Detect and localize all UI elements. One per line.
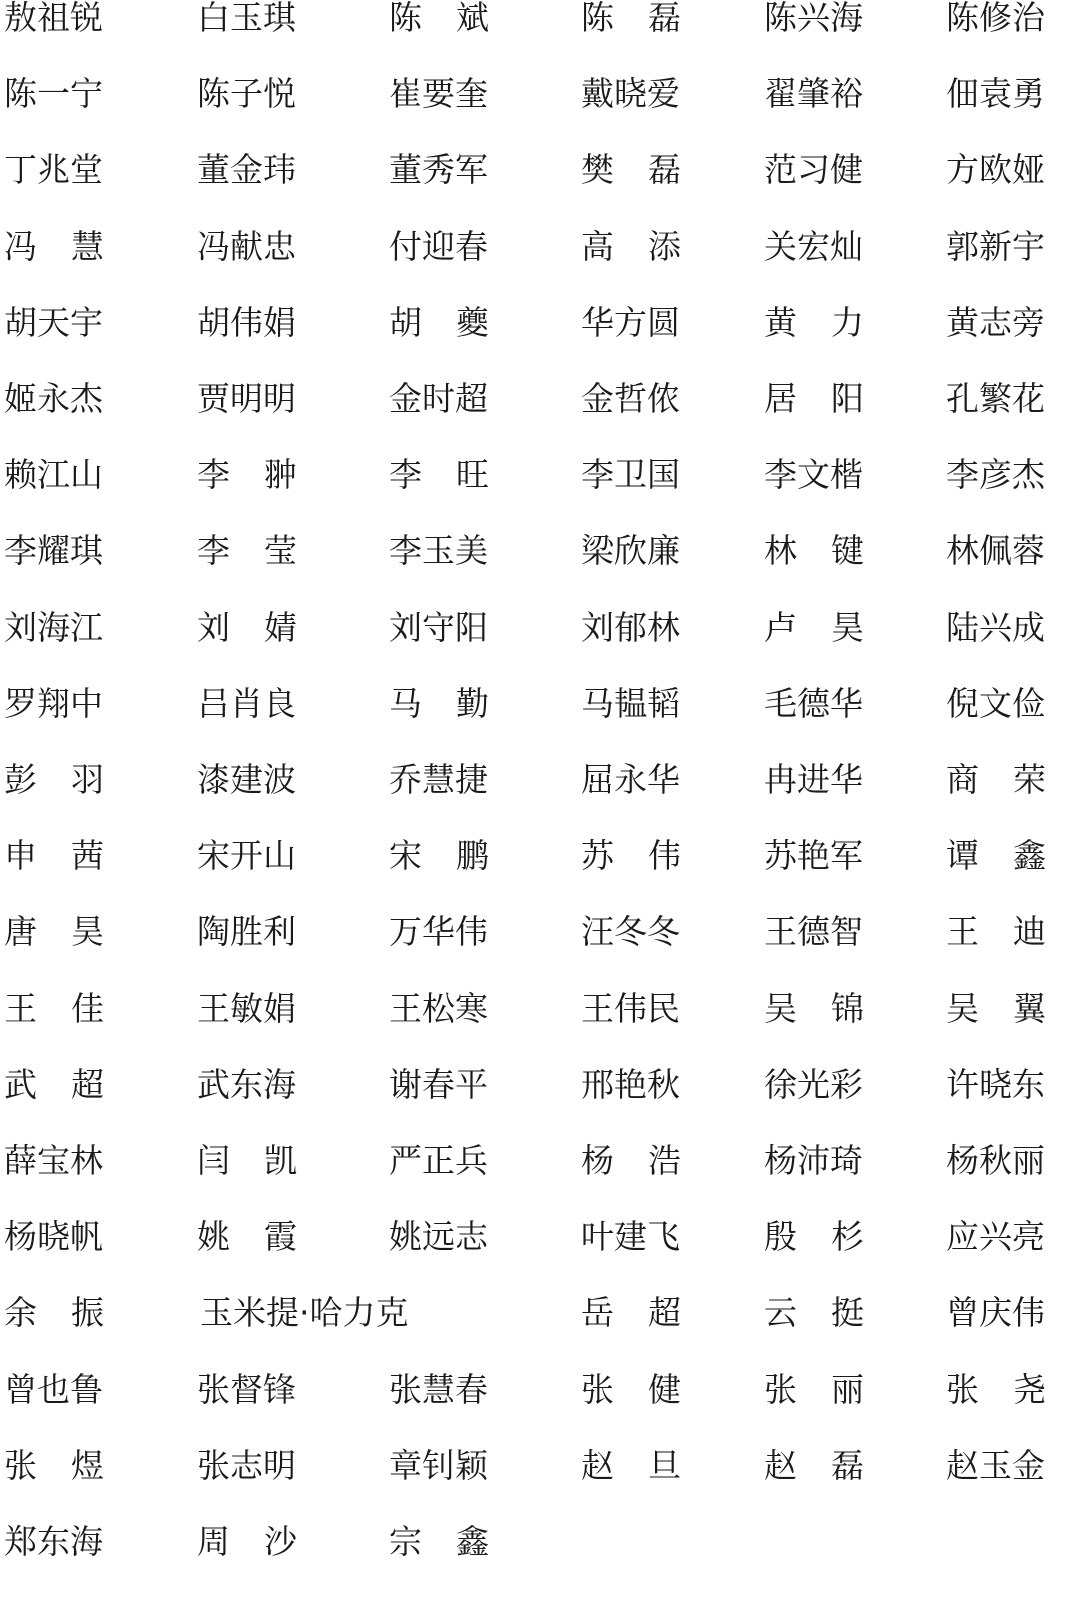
name-char: 陈: [389, 0, 422, 37]
name-char: 昊: [71, 912, 104, 952]
name-entry: 姚远志: [389, 1217, 488, 1257]
name-char: 婧: [264, 607, 297, 647]
name-entry: 应兴亮: [946, 1217, 1045, 1257]
name-entry: 董秀军: [389, 150, 488, 190]
name-entry: 陈兴海: [764, 0, 863, 37]
name-entry: 万华伟: [389, 912, 488, 952]
name-char: 超: [71, 1064, 104, 1104]
name-char: 张: [946, 1369, 979, 1409]
name-entry: 陶胜利: [197, 912, 296, 952]
name-char: 张: [4, 1445, 37, 1485]
name-entry: 赖江山: [4, 455, 103, 495]
name-entry: 毛德华: [764, 683, 863, 723]
name-entry: 叶建飞: [581, 1217, 680, 1257]
name-char: 闫: [197, 1141, 230, 1180]
name-char: 居: [764, 379, 797, 418]
name-char: 勤: [456, 683, 489, 723]
name-char: 旦: [648, 1445, 681, 1485]
name-entry: [4, 1295, 104, 1355]
name-char: 冯: [4, 226, 37, 266]
name-entry: 刘守阳: [389, 607, 488, 647]
name-entry: [581, 226, 681, 289]
name-entry: 戴晓爱: [581, 74, 680, 114]
name-char: 添: [648, 226, 681, 266]
name-entry: 屈永华: [581, 760, 680, 799]
name-char: 胡: [389, 302, 422, 342]
name-entry: 方欧娅: [946, 150, 1045, 190]
name-char: 健: [648, 1369, 681, 1409]
name-entry: [389, 302, 489, 365]
name-char: 赵: [581, 1445, 614, 1485]
name-char: 迪: [1013, 912, 1046, 952]
name-entry: 郭新宇: [946, 226, 1045, 266]
name-char: 殷: [764, 1217, 797, 1257]
name-entry: 陈子悦: [197, 74, 296, 114]
name-char: 林: [764, 531, 797, 571]
name-entry: 李卫国: [581, 455, 680, 495]
name-char: 吴: [764, 988, 797, 1028]
name-entry: 付迎春: [389, 226, 488, 266]
name-char: 苏: [581, 836, 614, 876]
name-entry: 金时超: [389, 379, 488, 418]
name-char: 丽: [831, 1369, 864, 1409]
name-entry: [197, 1524, 297, 1584]
name-entry: 胡天宇: [4, 302, 103, 342]
name-char: 慧: [71, 226, 104, 266]
name-char: 赵: [764, 1445, 797, 1485]
name-entry: [197, 457, 297, 517]
name-char: 浩: [648, 1141, 681, 1180]
name-entry: 陈一宁: [4, 74, 103, 114]
name-entry: 陈修治: [946, 0, 1045, 37]
name-entry: [581, 1445, 681, 1508]
name-char: 阳: [831, 379, 864, 418]
name-entry: [4, 762, 104, 822]
name-entry: [197, 1219, 297, 1279]
name-entry: 崔要奎: [389, 74, 488, 114]
name-char: 振: [71, 1293, 104, 1333]
name-entry: 李耀琪: [4, 531, 103, 571]
name-char: 张: [764, 1369, 797, 1409]
name-entry: [4, 838, 104, 898]
name-entry: [581, 152, 681, 212]
name-entry: [197, 533, 297, 593]
name-entry: [764, 533, 864, 593]
name-entry: 李玉美: [389, 531, 488, 571]
name-entry: 赵玉金: [946, 1445, 1045, 1485]
name-entry: [581, 838, 681, 898]
name-entry: 冉进华: [764, 760, 863, 799]
name-entry: [764, 1219, 864, 1279]
name-entry: 佃袁勇: [946, 74, 1045, 114]
name-char: 吴: [946, 988, 979, 1028]
name-entry: 杨沛琦: [764, 1141, 863, 1180]
name-entry: [764, 1369, 864, 1432]
name-entry: [389, 838, 489, 898]
name-entry: 苏艳军: [764, 836, 863, 876]
name-char: 荣: [1013, 760, 1046, 799]
name-entry: [764, 1445, 864, 1508]
name-char: 卢: [764, 607, 797, 647]
name-char: 宗: [389, 1522, 422, 1561]
name-entry: [581, 1369, 681, 1432]
name-entry: 杨秋丽: [946, 1141, 1045, 1180]
name-entry: [4, 226, 104, 289]
name-entry: 胡伟娟: [197, 302, 296, 342]
name-entry: 李彦杰: [946, 455, 1045, 495]
name-char: 谭: [946, 836, 979, 876]
name-entry: 汪冬冬: [581, 912, 680, 952]
name-entry: 玉米提·哈力克: [200, 1293, 409, 1333]
name-entry: 丁兆堂: [4, 150, 103, 190]
name-entry: 严正兵: [389, 1141, 488, 1180]
name-char: 彭: [4, 760, 37, 799]
name-entry: 宋开山: [197, 836, 296, 876]
name-entry: 王敏娟: [197, 988, 296, 1028]
name-entry: 曾也鲁: [4, 1369, 103, 1409]
name-char: 羽: [71, 760, 104, 799]
name-entry: 郑东海: [4, 1522, 103, 1561]
name-char: 马: [389, 683, 422, 723]
name-entry: [197, 607, 297, 670]
name-char: 李: [389, 455, 422, 495]
name-entry: 陆兴成: [946, 607, 1045, 647]
name-entry: 武东海: [197, 1064, 296, 1104]
name-char: 王: [946, 912, 979, 952]
name-entry: 孔繁花: [946, 379, 1045, 418]
name-entry: [197, 1143, 297, 1203]
name-char: 唐: [4, 912, 37, 952]
name-char: 夔: [456, 302, 489, 342]
name-char: 杨: [581, 1141, 614, 1180]
name-entry: 邢艳秋: [581, 1064, 680, 1104]
name-entry: 敖祖锐: [4, 0, 103, 37]
name-entry: 杨晓帆: [4, 1217, 103, 1257]
name-entry: [764, 302, 864, 365]
name-char: 挺: [831, 1293, 864, 1333]
name-char: 锦: [831, 988, 864, 1028]
name-entry: 薛宝林: [4, 1141, 103, 1180]
name-char: 高: [581, 226, 614, 266]
name-entry: [764, 607, 864, 670]
name-char: 翀: [264, 455, 297, 495]
name-char: 姚: [197, 1217, 230, 1257]
name-entry: [946, 914, 1046, 974]
name-char: 鑫: [456, 1522, 489, 1561]
name-char: 鑫: [1013, 836, 1046, 876]
name-entry: 姬永杰: [4, 379, 103, 418]
name-char: 超: [648, 1293, 681, 1333]
name-entry: 王德智: [764, 912, 863, 952]
name-entry: [946, 838, 1046, 898]
name-entry: 华方圆: [581, 302, 680, 342]
name-char: 李: [197, 531, 230, 571]
name-entry: [389, 457, 489, 517]
name-entry: 徐光彩: [764, 1064, 863, 1104]
name-entry: 章钊颖: [389, 1445, 488, 1485]
name-entry: 张慧春: [389, 1369, 488, 1409]
name-entry: 吕肖良: [197, 683, 296, 723]
name-entry: [581, 1295, 681, 1355]
name-entry: 黄志旁: [946, 302, 1045, 342]
name-char: 申: [4, 836, 37, 876]
name-char: 尧: [1013, 1369, 1046, 1409]
name-char: 霞: [264, 1217, 297, 1257]
name-entry: 贾明明: [197, 379, 296, 418]
name-entry: [946, 988, 1046, 1051]
name-char: 磊: [648, 150, 681, 190]
name-char: 茜: [71, 836, 104, 876]
name-entry: [389, 0, 489, 60]
name-entry: 关宏灿: [764, 226, 863, 266]
name-char: 王: [4, 988, 37, 1028]
name-char: 莹: [264, 531, 297, 571]
name-char: 商: [946, 760, 979, 799]
name-char: 凯: [264, 1141, 297, 1180]
name-char: 余: [4, 1293, 37, 1333]
name-entry: [389, 1524, 489, 1584]
name-char: 陈: [581, 0, 614, 37]
name-entry: [4, 988, 104, 1051]
name-char: 旺: [456, 455, 489, 495]
name-entry: 林佩蓉: [946, 531, 1045, 571]
name-entry: 白玉琪: [197, 0, 296, 37]
name-char: 云: [764, 1293, 797, 1333]
name-entry: 梁欣廉: [581, 531, 680, 571]
name-char: 煜: [71, 1445, 104, 1485]
name-entry: [4, 1445, 104, 1508]
name-entry: 董金玮: [197, 150, 296, 190]
name-char: 武: [4, 1064, 37, 1104]
name-entry: 王伟民: [581, 988, 680, 1028]
name-char: 力: [831, 302, 864, 342]
name-entry: [946, 1369, 1046, 1432]
name-char: 翼: [1013, 988, 1046, 1028]
name-char: 磊: [831, 1445, 864, 1485]
name-entry: [764, 381, 864, 441]
name-entry: 张督锋: [197, 1369, 296, 1409]
name-entry: [946, 762, 1046, 822]
name-char: 伟: [648, 836, 681, 876]
name-entry: 马韫韬: [581, 683, 680, 723]
name-char: 鹏: [456, 836, 489, 876]
name-entry: 张志明: [197, 1445, 296, 1485]
name-entry: 王松寒: [389, 988, 488, 1028]
name-char: 张: [581, 1369, 614, 1409]
name-entry: 金哲侬: [581, 379, 680, 418]
name-char: 昊: [831, 607, 864, 647]
name-char: 斌: [456, 0, 489, 37]
name-entry: 倪文俭: [946, 683, 1045, 723]
name-entry: 许晓东: [946, 1064, 1045, 1104]
name-entry: [4, 1064, 104, 1127]
name-entry: 翟肇裕: [764, 74, 863, 114]
name-entry: [764, 988, 864, 1051]
name-entry: 范习健: [764, 150, 863, 190]
name-char: 宋: [389, 836, 422, 876]
name-char: 磊: [648, 0, 681, 37]
name-char: 沙: [264, 1522, 297, 1561]
name-char: 杉: [831, 1217, 864, 1257]
name-char: 樊: [581, 150, 614, 190]
name-entry: 冯献忠: [197, 226, 296, 266]
name-char: 黄: [764, 302, 797, 342]
name-entry: 谢春平: [389, 1064, 488, 1104]
name-entry: 乔慧捷: [389, 760, 488, 799]
name-entry: 李文楷: [764, 455, 863, 495]
name-entry: 刘海江: [4, 607, 103, 647]
name-entry: 漆建波: [197, 760, 296, 799]
name-entry: [764, 1295, 864, 1355]
name-entry: [581, 0, 681, 60]
name-entry: 刘郁林: [581, 607, 680, 647]
name-char: 佳: [71, 988, 104, 1028]
name-char: 键: [831, 531, 864, 571]
name-char: 刘: [197, 607, 230, 647]
name-char: 李: [197, 455, 230, 495]
name-char: 岳: [581, 1293, 614, 1333]
name-entry: [581, 1143, 681, 1203]
name-char: 周: [197, 1522, 230, 1561]
name-entry: [389, 683, 489, 746]
name-entry: [4, 914, 104, 974]
name-entry: 曾庆伟: [946, 1293, 1045, 1333]
name-entry: 罗翔中: [4, 683, 103, 723]
